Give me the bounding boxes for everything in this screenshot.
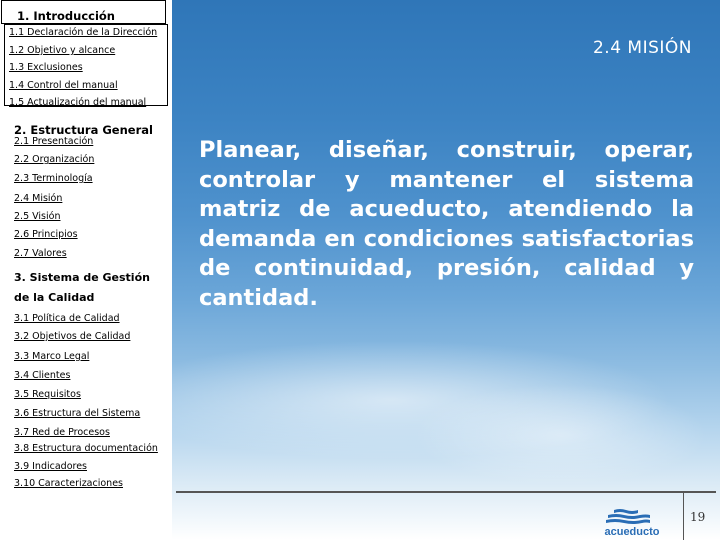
footer-divider bbox=[176, 491, 716, 493]
acueducto-logo bbox=[586, 508, 678, 538]
page-number: 19 bbox=[690, 510, 706, 524]
nav-link-2-6[interactable]: 2.6 Principios bbox=[14, 229, 78, 240]
nav-link-3-5[interactable]: 3.5 Requisitos bbox=[14, 389, 81, 400]
nav-link-1-5[interactable]: 1.5 Actualización del manual bbox=[9, 97, 147, 108]
nav-link-2-2[interactable]: 2.2 Organización bbox=[14, 154, 95, 165]
nav-link-1-4[interactable]: 1.4 Control del manual bbox=[9, 80, 118, 91]
section1-title: 1. Introducción bbox=[17, 9, 115, 23]
nav-link-3-1[interactable]: 3.1 Política de Calidad bbox=[14, 313, 120, 324]
nav-link-2-1[interactable]: 2.1 Presentación bbox=[14, 136, 94, 147]
nav-link-3-7[interactable]: 3.7 Red de Procesos bbox=[14, 427, 110, 438]
nav-link-2-7[interactable]: 2.7 Valores bbox=[14, 248, 67, 259]
mission-statement: Planear, diseñar, construir, operar, controlar y mantener el sistema matriz de acueducto, atendiendo la demanda en condiciones satisfactorias de continuidad, presión, calidad y cantidad. bbox=[199, 137, 694, 311]
nav-link-2-4[interactable]: 2.4 Misión bbox=[14, 193, 63, 204]
nav-link-3-3[interactable]: 3.3 Marco Legal bbox=[14, 351, 90, 362]
nav-link-2-3[interactable]: 2.3 Terminología bbox=[14, 173, 93, 184]
nav-link-2-5[interactable]: 2.5 Visión bbox=[14, 211, 61, 222]
nav-link-3-8[interactable]: 3.8 Estructura documentación bbox=[14, 443, 158, 454]
nav-link-1-2[interactable]: 1.2 Objetivo y alcance bbox=[9, 45, 116, 56]
nav-link-3-4[interactable]: 3.4 Clientes bbox=[14, 370, 71, 381]
nav-link-3-2[interactable]: 3.2 Objetivos de Calidad bbox=[14, 331, 131, 342]
sidebar-nav bbox=[0, 0, 172, 540]
section3-title-line2: de la Calidad bbox=[14, 291, 95, 304]
nav-link-1-3[interactable]: 1.3 Exclusiones bbox=[9, 62, 83, 73]
cloud-glow-secondary bbox=[402, 380, 720, 490]
section2-title: 2. Estructura General bbox=[14, 123, 153, 137]
nav-link-1-1[interactable]: 1.1 Declaración de la Dirección bbox=[9, 27, 158, 38]
footer-vertical-divider bbox=[683, 493, 684, 540]
nav-link-3-6[interactable]: 3.6 Estructura del Sistema bbox=[14, 408, 141, 419]
content-panel bbox=[172, 0, 720, 540]
section3-title-line1: 3. Sistema de Gestión bbox=[14, 271, 150, 284]
nav-link-3-9[interactable]: 3.9 Indicadores bbox=[14, 461, 87, 472]
nav-link-3-10[interactable]: 3.10 Caracterizaciones bbox=[14, 478, 123, 489]
slide-title: 2.4 MISIÓN bbox=[592, 38, 692, 58]
logo-wordmark: acueducto bbox=[604, 526, 660, 538]
